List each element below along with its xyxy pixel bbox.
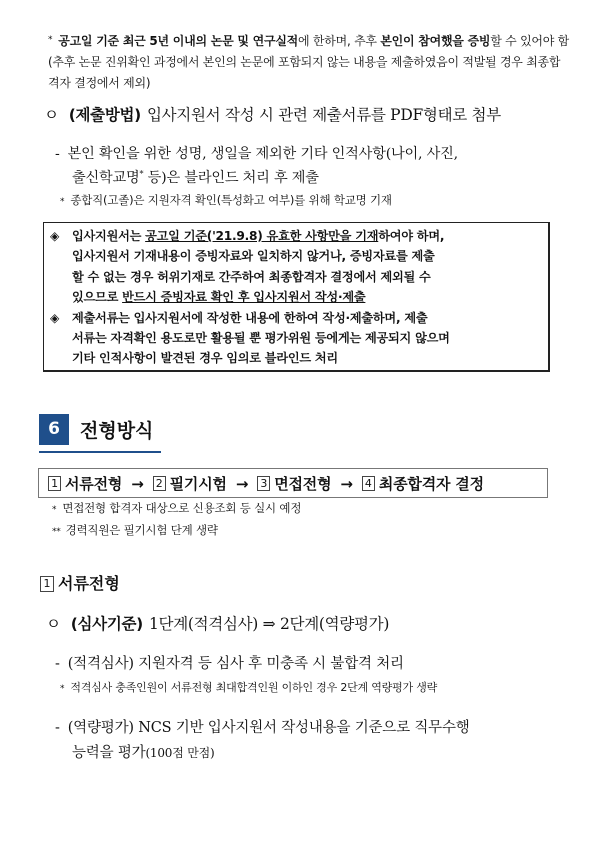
section-underline: [39, 451, 161, 453]
blind-note-star: *: [60, 197, 65, 207]
competency-dash: -: [55, 720, 60, 736]
blind-text-2a: 출신학교명: [72, 170, 140, 186]
blind-line-2: [72, 167, 319, 187]
blind-dash: -: [55, 146, 60, 162]
criteria-line: [46, 612, 389, 634]
process-note-2-star: **: [52, 527, 61, 537]
competency-line-2: [72, 741, 215, 762]
blind-line-1: [55, 143, 458, 163]
process-note-2: [52, 522, 218, 538]
warn-p1-line-3: 할 수 없는 경우 허위기재로 간주하여 최종합격자 결정에서 제외될 수: [72, 269, 431, 284]
note-star: *: [48, 35, 53, 45]
arrow-icon: →: [235, 475, 249, 493]
warn-para-2: [50, 308, 546, 369]
step-3-label: 면접전형: [274, 475, 332, 493]
criteria-label: (심사기준): [70, 615, 143, 633]
subsection-title: [40, 571, 120, 594]
warn-p1-underline-1: 공고일 기준('21.9.8) 유효한 사항만을 기재: [145, 229, 379, 243]
competency-text-1: (역량평가) NCS 기반 입사지원서 작성내용을 기준으로 직무수행: [67, 720, 470, 736]
warning-text: [50, 226, 546, 369]
subsection-label: 서류전형: [58, 574, 120, 593]
top-note: [48, 30, 570, 94]
eligibility-note-text: 적격심사 충족인원이 서류전형 최대합격인원 이하인 경우 2단계 역량평가 생략: [70, 681, 438, 694]
competency-text-2b: (100점 만점): [145, 746, 215, 760]
step-4-label: 최종합격자 결정: [378, 475, 484, 493]
eligibility-note-star: *: [60, 684, 65, 694]
competency-text-2a: 능력을 평가: [72, 745, 146, 761]
process-note-1-text: 면접전형 합격자 대상으로 신용조회 등 실시 예정: [62, 501, 302, 515]
eligibility-dash: -: [55, 656, 60, 672]
warn-p2-line-2: 서류는 자격확인 용도로만 활용될 뿐 평가위원 등에게는 제공되지 않으며: [72, 331, 450, 346]
warn-p1-underline-2: 반드시 증빙자료 확인 후 입사지원서 작성·제출: [122, 290, 366, 305]
diamond-icon: ◈: [50, 310, 60, 325]
note-text-1: 에 한하며, 추후: [298, 34, 381, 48]
process-note-1-star: *: [52, 505, 57, 515]
warn-p1-b: 하여야 하며,: [378, 229, 445, 243]
method-line: [44, 103, 501, 125]
blind-note-text: 종합직(고졸)은 지원자격 확인(특성화고 여부)를 위해 학교명 기재: [70, 193, 392, 207]
criteria-bullet: ㅇ: [46, 615, 61, 633]
arrow-icon: →: [131, 475, 144, 493]
blind-note: [60, 192, 392, 208]
blind-sup: *: [139, 169, 144, 179]
blind-text-2b: 등)은 블라인드 처리 후 제출: [143, 170, 319, 186]
process-note-2-text: 경력직원은 필기시험 단계 생략: [65, 523, 218, 537]
method-text: 입사지원서 작성 시 관련 제출서류를 PDF형태로 첨부: [146, 106, 501, 124]
step-4-number: 4: [362, 476, 375, 491]
criteria-text: 1단계(적격심사) ⇒ 2단계(역량평가): [148, 615, 390, 633]
note-text-2: 할 수 있어야 함(추후 논문 진위확인 과정에서 본인의 논문에 포함되지 않는 내용을 제출하였음이 적발될 경우 최종합격자 결정에서 제외): [48, 34, 570, 90]
eligibility-line: [55, 652, 404, 673]
step-1-number: 1: [48, 476, 61, 491]
process-flow: [48, 473, 484, 494]
competency-line-1: [55, 716, 470, 737]
eligibility-text: (적격심사) 지원자격 등 심사 후 미충족 시 불합격 처리: [67, 656, 404, 672]
method-bullet: ㅇ: [44, 106, 59, 124]
arrow-icon: →: [340, 475, 353, 493]
section-number: 6: [39, 414, 69, 445]
warn-p2-line-1: 제출서류는 입사지원서에 작성한 내용에 한하여 작성·제출하며, 제출: [72, 310, 428, 325]
warn-p1-a: 입사지원서는: [72, 229, 146, 243]
warn-p2-line-3: 기타 인적사항이 발견된 경우 임의로 블라인드 처리: [72, 351, 338, 366]
section-title: 전형방식: [80, 420, 154, 442]
subsection-number: 1: [40, 576, 54, 592]
method-label: (제출방법): [68, 106, 141, 124]
step-3-number: 3: [257, 476, 270, 491]
warn-p1-l4a: 있으므로: [72, 290, 123, 305]
process-note-1: [52, 500, 301, 516]
diamond-icon: ◈: [50, 229, 60, 243]
note-bold-2: 본인이 참여했을 증빙: [380, 34, 491, 48]
blind-text-1: 본인 확인을 위한 성명, 생일을 제외한 기타 인적사항(나이, 사진,: [67, 146, 458, 162]
eligibility-note: [60, 679, 437, 695]
step-1-label: 서류전형: [65, 475, 123, 493]
step-2-number: 2: [153, 476, 166, 491]
warn-p1-line-2: 입사지원서 기재내용이 증빙자료와 일치하지 않거나, 증빙자료를 제출: [72, 249, 435, 264]
warn-para-1: [50, 226, 546, 308]
note-bold-1: 공고일 기준 최근 5년 이내의 논문 및 연구실적: [58, 34, 299, 48]
step-2-label: 필기시험: [169, 475, 227, 493]
